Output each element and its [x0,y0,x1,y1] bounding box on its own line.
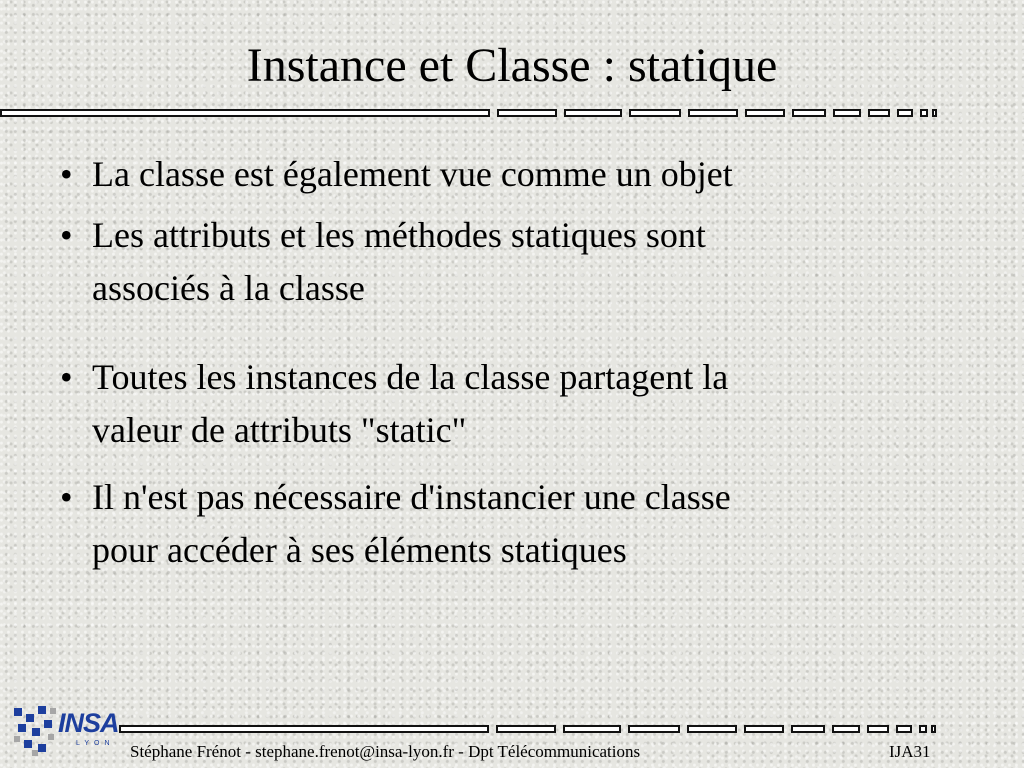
logo-subtext: LYON [76,740,115,747]
bullet-text: Toutes les instances de la classe partagent la [92,357,729,397]
footer-author: Stéphane Frénot - stephane.frenot@insa-lyon.fr - Dpt Télécommunications [130,742,641,761]
bullet-text: La classe est également vue comme un objet [92,154,733,194]
logo-text: INSA [58,708,119,738]
bullet-text-continued: valeur de attributs "static" [92,410,467,450]
footer-divider [0,724,1024,734]
bullet-text: Les attributs et les méthodes statiques sont [92,215,706,255]
slide-title: Instance et Classe : statique [246,39,778,92]
bullet-text: Il n'est pas nécessaire d'instancier une classe [92,477,731,517]
bullet-text-continued: associés à la classe [92,268,365,308]
bullet-item [56,209,956,315]
page-number: IJA31 [889,742,931,761]
title-divider [0,108,1024,118]
bullet-item [56,351,956,457]
bullet-text-continued: pour accéder à ses éléments statiques [92,530,627,570]
bullet-item [56,148,956,201]
bullet-list [56,148,956,577]
bullet-item [56,471,956,577]
